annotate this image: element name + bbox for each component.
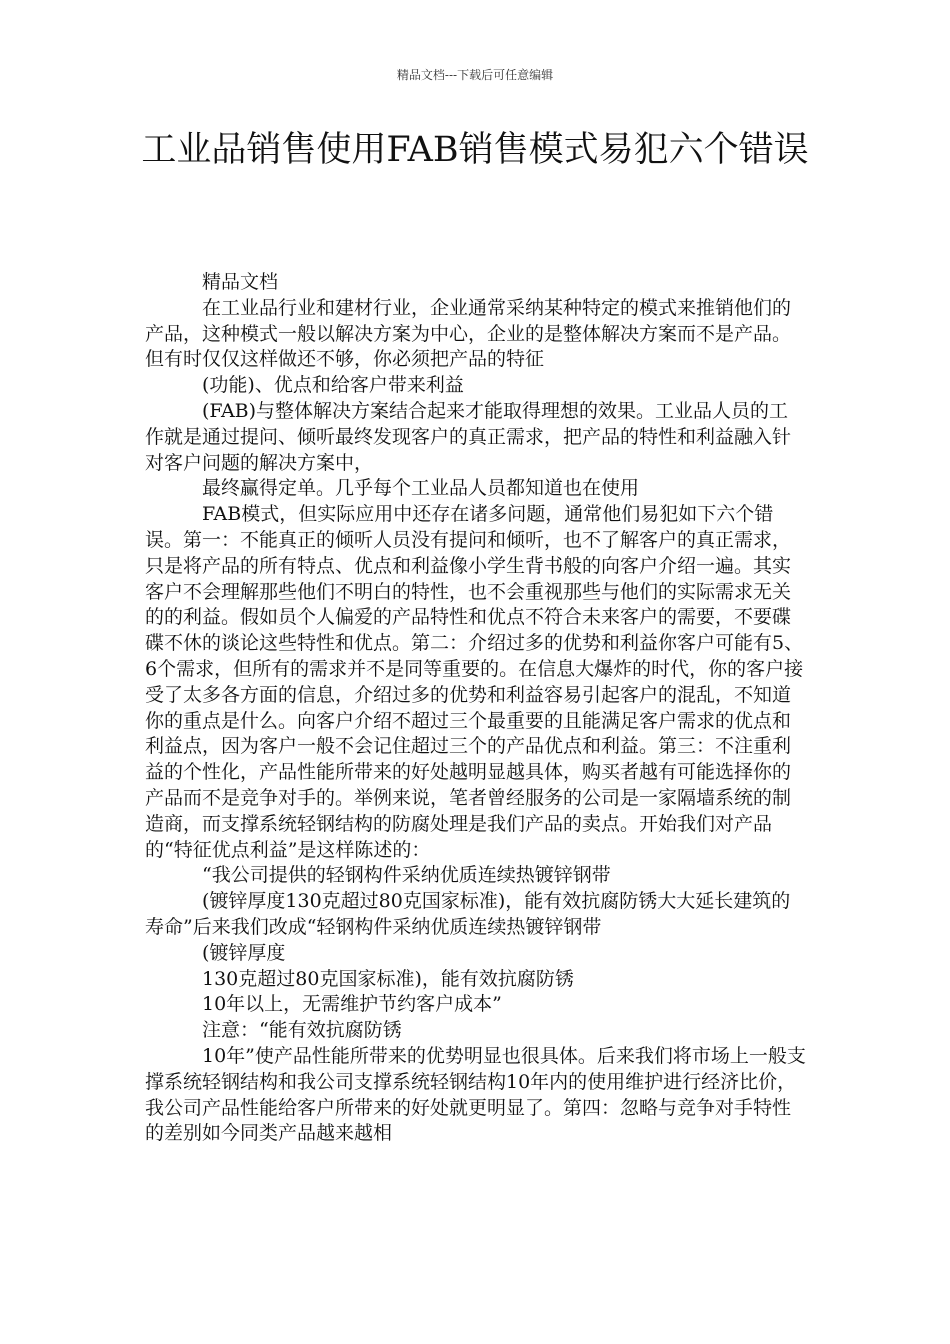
paragraph: (镀锌厚度130克超过80克国家标准)，能有效抗腐防锈大大延长建筑的寿命”后来我们改成“轻钢构件采纳优质连续热镀锌钢带 (145, 890, 791, 938)
paragraph: (功能)、优点和给客户带来利益 (202, 374, 464, 397)
paragraph: 精品文档 (202, 271, 279, 293)
paragraph: 最终赢得定单。几乎每个工业品人员都知道也在使用 (202, 477, 640, 500)
paragraph: FAB模式，但实际应用中还存在诸多问题，通常他们易犯如下六个错误。第一：不能真正的倾听人员没有提问和倾听，也不了解客户的真正需求，只是将产品的所有特点、优点和利益像小学生背书般的向客户介绍一遍。其实客户不会理解那些他们不明白的特性，也不会重视那些与他们的实际需求无关的的利益。假如员个人偏爱的产品特性和优点不符合未来客户的需要，不要碟碟不休的谈论这些特性和优点。第二：介绍过多的优势和利益你客户可能有5、6个需求，但所有的需求并不是同等重要的。在信息大爆炸的时代，你的客户接受了太多各方面的信息，介绍过多的优势和利益容易引起客户的混乱，不知道你的重点是什么。向客户介绍不超过三个最重要的且能满足客户需求的优点和利益点，因为客户一般不会记住超过三个的产品优点和利益。第三：不注重利益的个性化，产品性能所带来的好处越明显越具体，购买者越有可能选择你的产品而不是竞争对手的。举例来说，笔者曾经服务的公司是一家隔墙系统的制造商，而支撑系统轻钢结构的防腐处理是我们产品的卖点。开始我们对产品的“特征优点利益”是这样陈述的： (145, 503, 804, 861)
paragraph: 在工业品行业和建材行业，企业通常采纳某种特定的模式来推销他们的产品，这种模式一般以解决方案为中心，企业的是整体解决方案而不是产品。但有时仅仅这样做还不够，你必须把产品的特征 (145, 296, 792, 371)
paragraph: 130克超过80克国家标准)，能有效抗腐防锈 (202, 967, 574, 990)
page-header: 精品文档---下载后可任意编辑 (396, 68, 554, 82)
paragraph: 10年以上，无需维护节约客户成本” (202, 993, 502, 1016)
paragraph: (FAB)与整体解决方案结合起来才能取得理想的效果。工业品人员的工作就是通过提问、倾听最终发现客户的真正需求，把产品的特性和利益融入针对客户问题的解决方案中， (145, 399, 792, 474)
paragraph: 注意：“能有效抗腐防锈 (202, 1019, 402, 1042)
paragraph: (镀锌厚度 (202, 941, 286, 964)
paragraph: “我公司提供的轻钢构件采纳优质连续热镀锌钢带 (202, 864, 611, 887)
paragraph: 10年”使产品性能所带来的优势明显也很具体。后来我们将市场上一般支撑系统轻钢结构和我公司支撑系统轻钢结构10年内的使用维护进行经济比价，我公司产品性能给客户所带来的好处就更明显了。第四：忽略与竞争对手特性的差别如今同类产品越来越相 (145, 1044, 806, 1145)
document-title: 工业品销售使用FAB销售模式易犯六个错误 (141, 130, 809, 170)
document-body (145, 270, 807, 1147)
